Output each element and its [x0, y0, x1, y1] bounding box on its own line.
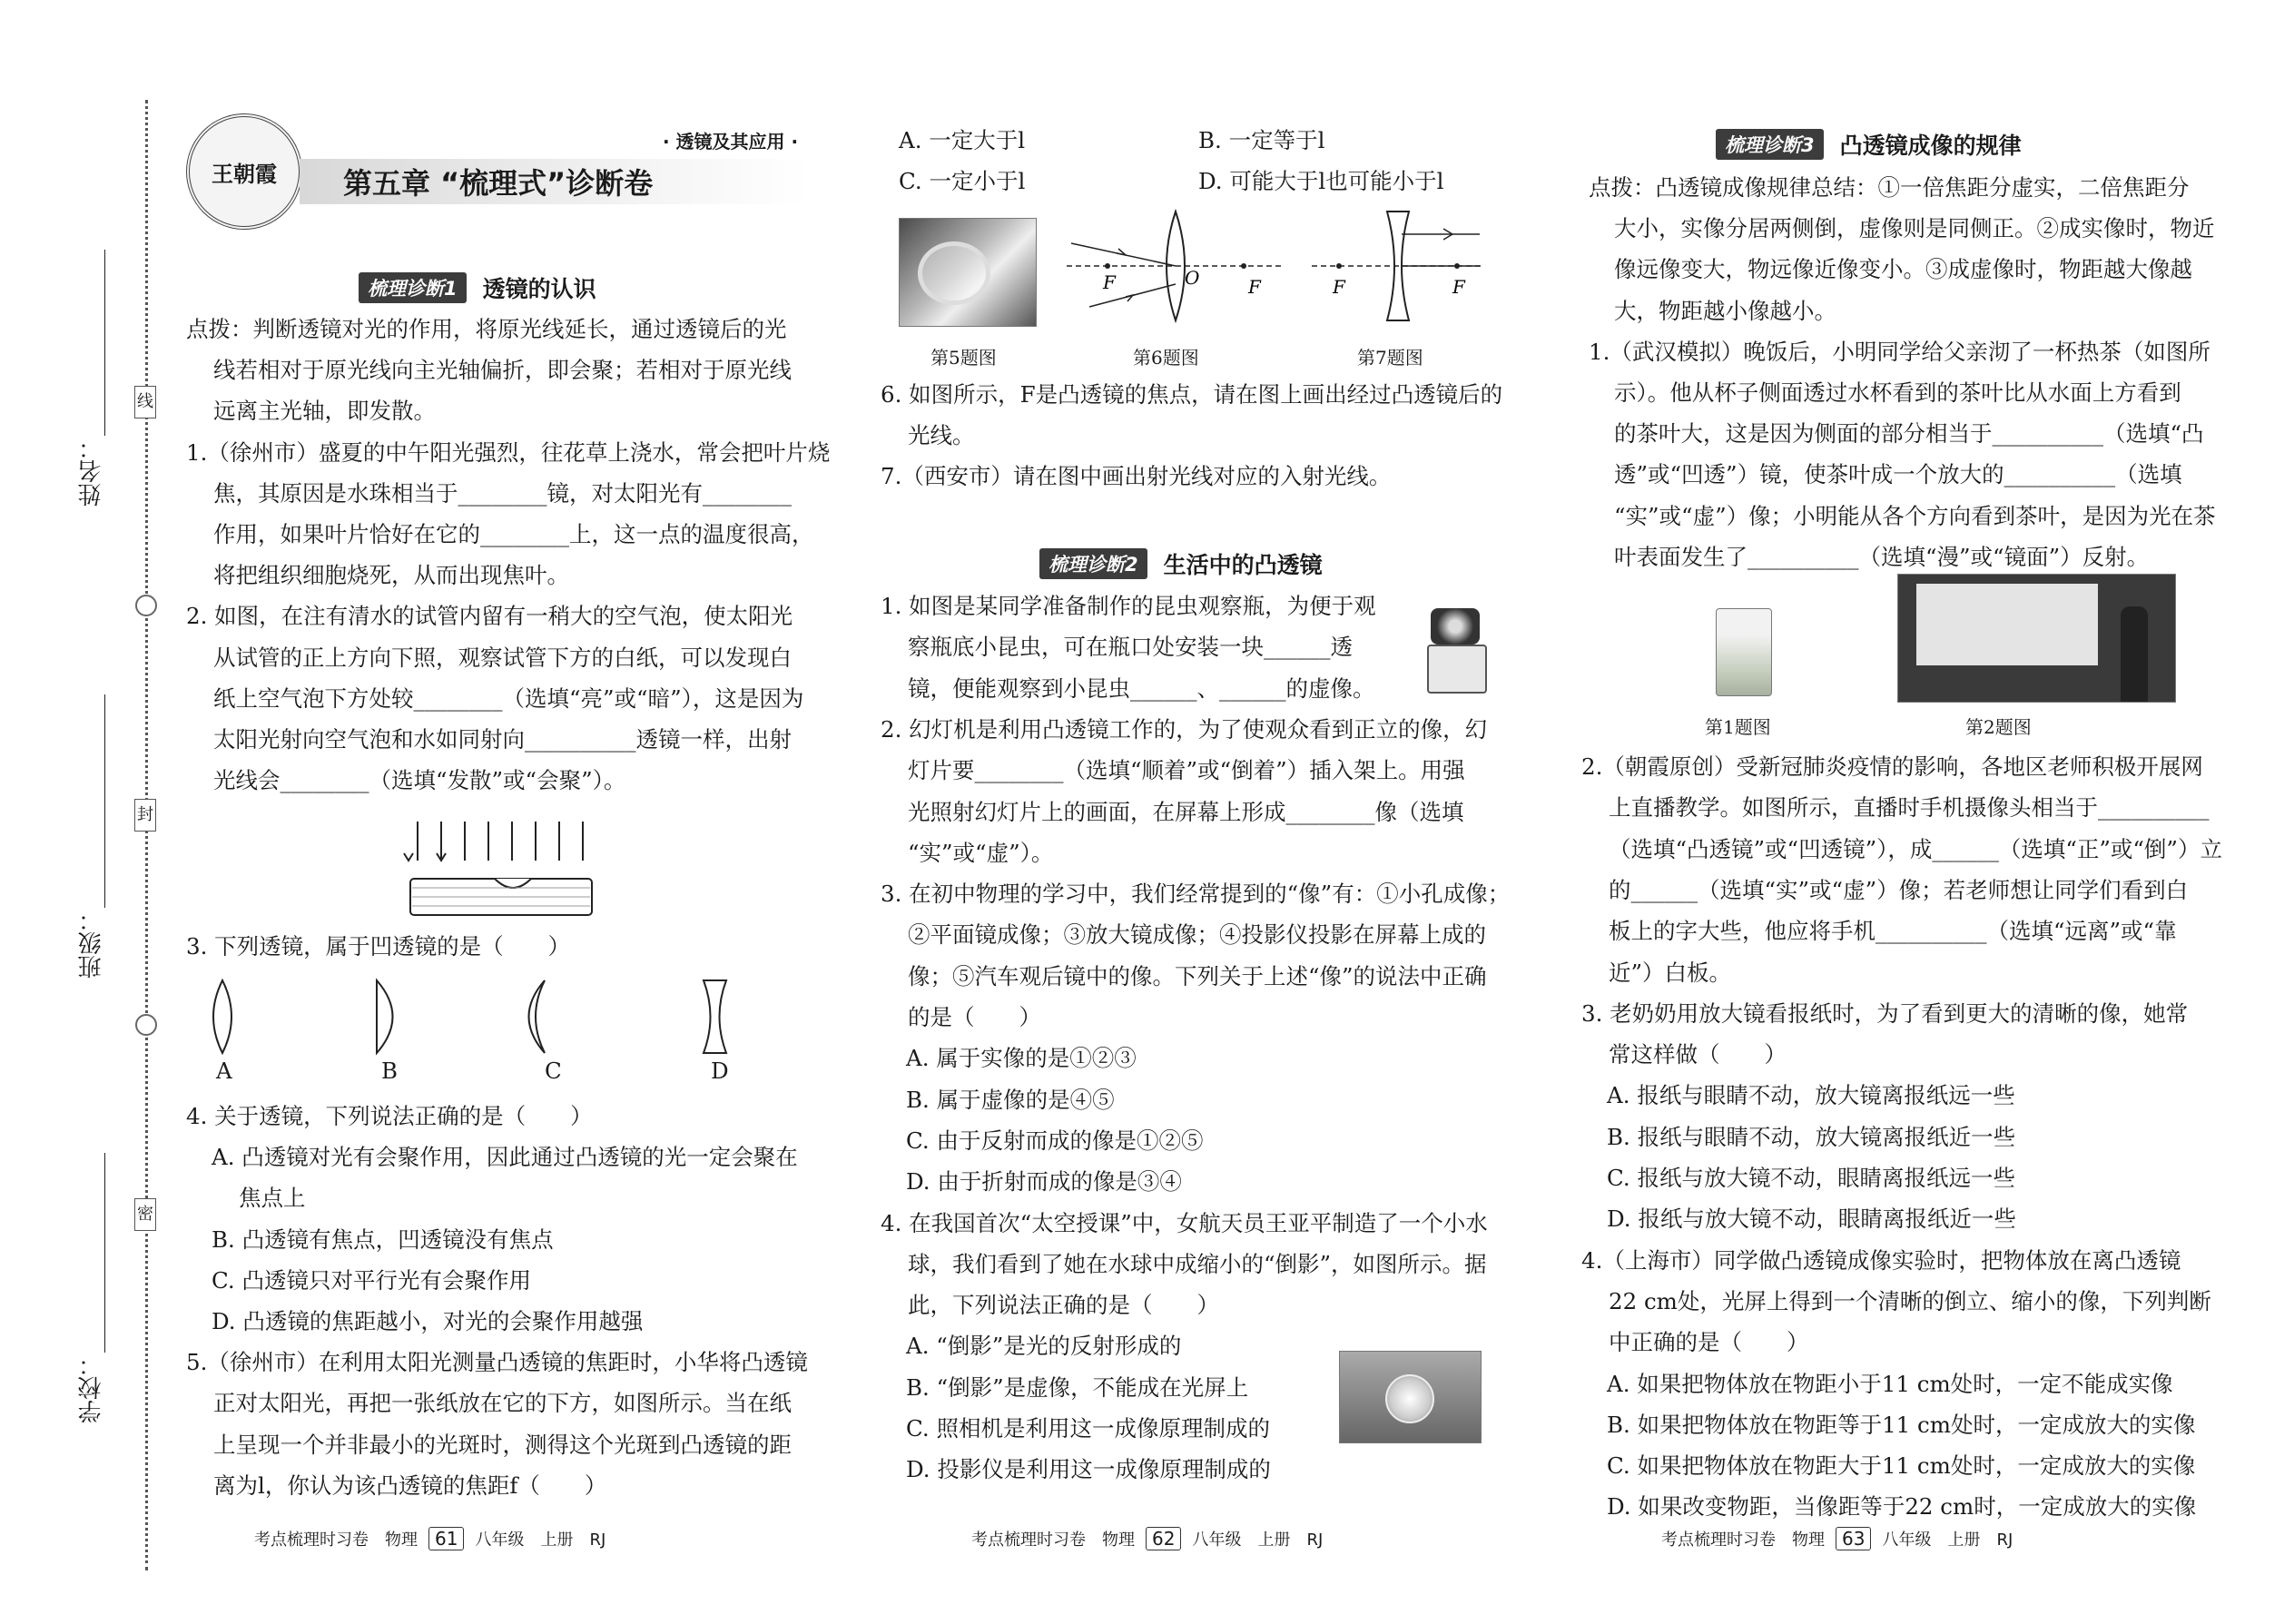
fig6-convex-lens-diagram — [1062, 207, 1289, 325]
footer-left-book: 考点梳理时习卷 物理 — [254, 1530, 418, 1550]
page-number-61: 61 — [428, 1527, 464, 1550]
page-number-63: 63 — [1836, 1527, 1871, 1550]
text-line: B. 凸透镜有焦点，凹透镜没有焦点 — [212, 1225, 554, 1253]
fig7-concave-lens-diagram — [1307, 207, 1489, 325]
section-1-heading — [359, 272, 596, 303]
water-ball-photo — [1339, 1351, 1482, 1443]
footer-right — [1661, 1527, 2013, 1550]
text-line: “实”或“虚”）像；小明能从各个方向看到茶叶，是因为光在茶 — [1614, 502, 2216, 529]
text-line: B. 如果把物体放在物距等于11 cm处时，一定成放大的实像 — [1607, 1411, 2196, 1438]
text-line: 镜，便能观察到小昆虫______、______的虚像。 — [908, 674, 1375, 702]
text-line: 板上的字大些，他应将手机__________（选填“远离”或“靠 — [1609, 918, 2177, 945]
name-underline — [104, 250, 105, 436]
text-line: 作用，如果叶片恰好在它的________上，这一点的温度很高， — [213, 521, 814, 547]
fig5-magnifier — [918, 241, 990, 305]
text-line: 光线。 — [908, 422, 975, 449]
school-label: 学校： — [78, 1353, 105, 1423]
binding-hole-2 — [135, 1014, 157, 1036]
text-line: 像；⑤汽车观后镜中的像。下列关于上述“像”的说法中正确 — [908, 962, 1487, 989]
fig6-label-o: O — [1185, 267, 1200, 289]
text-line: 4. 关于透镜，下列说法正确的是（ ） — [186, 1103, 593, 1129]
lens-label-d: D — [711, 1058, 729, 1084]
fig7-label-f-left: F — [1333, 276, 1345, 298]
text-line: 中正确的是（ ） — [1609, 1329, 1809, 1356]
right-fig1-caption: 第1题图 — [1705, 716, 1771, 738]
section-3-tag: 梳理诊断3 — [1716, 129, 1824, 160]
name-label: 姓名： — [78, 436, 105, 507]
live-class-photo — [1897, 574, 2176, 703]
text-line: 叶表面发生了__________（选填“漫”或“镜面”）反射。 — [1614, 543, 2150, 570]
text-line: 4.（上海市）同学做凸透镜成像实验时，把物体放在离凸透镜 — [1581, 1246, 2181, 1274]
text-line: 纸上空气泡下方处较________（选填“亮”或“暗”），这是因为 — [213, 684, 804, 712]
text-line: 3. 下列透镜，属于凹透镜的是（ ） — [186, 933, 571, 960]
text-line: 焦点上 — [239, 1185, 306, 1212]
text-line: D. 凸透镜的焦距越小，对光的会聚作用越强 — [212, 1308, 644, 1334]
text-line: 点拨：凸透镜成像规律总结：①一倍焦距分虚实，二倍焦距分 — [1589, 174, 2190, 201]
section-1-tag: 梳理诊断1 — [359, 272, 467, 303]
text-line: 大，物距越小像越小。 — [1614, 297, 1836, 324]
text-line: 3. 老奶奶用放大镜看报纸时，为了看到更大的清晰的像，她常 — [1581, 999, 2189, 1027]
text-line: A. 报纸与眼睛不动，放大镜离报纸远一些 — [1607, 1082, 2015, 1109]
text-line: ②平面镜成像；③放大镜成像；④投影仪投影在屏幕上成的 — [908, 921, 1486, 949]
text-line: D. 由于折射而成的像是③④ — [906, 1168, 1182, 1196]
text-line: 光照射幻灯片上的画面，在屏幕上形成________像（选填 — [908, 798, 1464, 825]
chapter-title: 第五章 “梳理式”诊断卷 — [343, 166, 654, 201]
school-underline — [104, 1153, 105, 1353]
text-line: 1.（徐州市）盛夏的中午阳光强烈，往花草上浇水，常会把叶片烧 — [186, 438, 831, 466]
text-line: 的是（ ） — [908, 1004, 1041, 1030]
text-line: 6. 如图所示，F是凸透镜的焦点，请在图上画出经过凸透镜后的 — [881, 381, 1503, 408]
text-line: 示）。他从杯子侧面透过水杯看到的茶叶比从水面上方看到 — [1614, 379, 2181, 406]
section-2-heading — [1039, 548, 1323, 579]
text-line: 光线会________（选填“发散”或“会聚”）。 — [213, 767, 626, 794]
text-line: 像远像变大，物远像近像变小。③成虚像时，物距越大像越 — [1614, 256, 2192, 283]
class-underline — [104, 694, 105, 908]
whiteboard — [1916, 584, 2098, 665]
text-line: 1. 如图是某同学准备制作的昆虫观察瓶，为便于观 — [881, 593, 1376, 619]
text-line: 球，我们看到了她在水球中成缩小的“倒影”，如图所示。据 — [908, 1250, 1487, 1277]
text-line: C. 照相机是利用这一成像原理制成的 — [906, 1415, 1270, 1442]
footer-left-grade: 八年级 上册 RJ — [475, 1530, 606, 1550]
text-line: A. 属于实像的是①②③ — [906, 1045, 1137, 1072]
text-line: C. 如果把物体放在物距大于11 cm处时，一定成放大的实像 — [1607, 1452, 2196, 1480]
text-line: 3. 在初中物理的学习中，我们经常提到的“像”有：①小孔成像； — [881, 881, 1511, 908]
text-line: D. 报纸与放大镜不动，眼睛离报纸近一些 — [1607, 1206, 2016, 1233]
text-line: 近”）白板。 — [1609, 959, 1732, 986]
text-line: 大小，实像分居两侧倒，虚像则是同侧正。②成实像时，物近 — [1614, 215, 2215, 242]
footer-left — [254, 1527, 605, 1550]
text-line: B. 属于虚像的是④⑤ — [906, 1086, 1115, 1113]
text-line: A. “倒影”是光的反射形成的 — [906, 1333, 1182, 1360]
chapter-title-bar — [300, 159, 808, 204]
text-line: 5.（徐州市）在利用太阳光测量凸透镜的焦距时，小华将凸透镜 — [186, 1349, 808, 1376]
text-line: B. 报纸与眼睛不动，放大镜离报纸近一些 — [1607, 1123, 2016, 1150]
text-line: D. 投影仪是利用这一成像原理制成的 — [906, 1456, 1271, 1483]
text-line: C. 由于反射而成的像是①②⑤ — [906, 1127, 1204, 1154]
text-line: 正对太阳光，再把一张纸放在它的下方，如图所示。当在纸 — [213, 1390, 792, 1417]
text-line: 将把组织细胞烧死，从而出现焦叶。 — [213, 562, 569, 589]
text-line: 灯片要________（选填“顺着”或“倒着”）插入架上。用强 — [908, 757, 1465, 784]
lens-c-meniscus — [529, 980, 546, 1053]
section-1-title: 透镜的认识 — [482, 276, 596, 302]
lens-label-b: B — [381, 1058, 399, 1084]
binding-hole-1 — [135, 595, 157, 616]
test-tube-figure — [399, 817, 608, 926]
section-3-title: 凸透镜成像的规律 — [1839, 133, 2022, 159]
footer-middle-grade: 八年级 上册 RJ — [1192, 1530, 1324, 1550]
footer-middle — [971, 1527, 1323, 1550]
text-line: 22 cm处，光屏上得到一个清晰的倒立、缩小的像，下列判断 — [1609, 1287, 2211, 1314]
fig6-label-f-left: F — [1103, 271, 1116, 293]
water-ball — [1385, 1374, 1434, 1423]
text-line: 的茶叶大，这是因为侧面的部分相当于__________（选填“凸 — [1614, 420, 2204, 448]
right-fig2-caption: 第2题图 — [1965, 716, 2032, 738]
footer-right-grade: 八年级 上册 RJ — [1882, 1530, 2013, 1550]
seal-mark-line: 线 — [134, 386, 156, 418]
q5-option-a: A. 一定大于l — [899, 127, 1026, 153]
text-line: A. 凸透镜对光有会聚作用，因此通过凸透镜的光一定会聚在 — [212, 1144, 798, 1171]
text-line: 4. 在我国首次“太空授课”中，女航天员王亚平制造了一个小水 — [881, 1209, 1488, 1236]
text-line: 线若相对于原光线向主光轴偏折，即会聚；若相对于原光线 — [213, 357, 792, 384]
text-line: A. 如果把物体放在物距小于11 cm处时，一定不能成实像 — [1607, 1370, 2173, 1397]
section-2-tag: 梳理诊断2 — [1039, 548, 1147, 579]
lens-a-biconvex — [213, 980, 231, 1053]
brand-logo — [186, 113, 302, 230]
text-line: 2. 如图，在注有清水的试管内留有一稍大的空气泡，使太阳光 — [186, 603, 793, 630]
q5-option-d: D. 可能大于l也可能小于l — [1198, 168, 1444, 194]
subject-tag: · 透镜及其应用 · — [663, 131, 799, 153]
text-line: 上呈现一个并非最小的光斑时，测得这个光斑到凸透镜的距 — [213, 1431, 792, 1458]
class-label: 班级： — [78, 908, 105, 979]
text-line: 点拨：判断透镜对光的作用，将原光线延长，通过透镜后的光 — [186, 316, 787, 342]
text-line: 察瓶底小昆虫，可在瓶口处安装一块______透 — [908, 634, 1353, 661]
text-line: 透”或“凹透”）镜，使茶叶成一个放大的__________（选填 — [1614, 461, 2182, 488]
lens-options-figure — [195, 976, 758, 1058]
fig5-caption: 第5题图 — [930, 347, 997, 369]
lens-label-c: C — [545, 1058, 562, 1084]
text-line: 太阳光射向空气泡和水如同射向__________透镜一样，出射 — [213, 726, 792, 753]
text-line: （选填“凸透镜”或“凹透镜”），成______（选填“正”或“倒”）立 — [1609, 835, 2222, 862]
text-line: 的______（选填“实”或“虚”）像；若老师想让同学们看到白 — [1609, 876, 2189, 903]
teacher — [2121, 606, 2148, 702]
insect-jar-body — [1427, 645, 1487, 694]
lens-d-biconcave — [704, 980, 726, 1053]
brand-logo-text: 王朝霞 — [212, 160, 277, 187]
text-line: “实”或“虚”）。 — [908, 839, 1054, 866]
text-line: 2.（朝霞原创）受新冠肺炎疫情的影响，各地区老师积极开展网 — [1581, 753, 2203, 780]
seal-mark-seal: 封 — [134, 799, 156, 832]
section-3-heading — [1716, 129, 2022, 160]
lens-label-a: A — [216, 1058, 232, 1084]
insect-jar-lid — [1431, 608, 1480, 645]
text-line: 常这样做（ ） — [1609, 1041, 1787, 1068]
binding-dotted-line — [145, 100, 148, 1570]
tea-cup-photo — [1716, 608, 1772, 696]
text-line: 1.（武汉模拟）晚饭后，小明同学给父亲沏了一杯热茶（如图所 — [1589, 338, 2210, 365]
footer-middle-book: 考点梳理时习卷 物理 — [971, 1530, 1135, 1550]
text-line: 2. 幻灯机是利用凸透镜工作的，为了使观众看到正立的像，幻 — [881, 715, 1488, 743]
fig7-caption: 第7题图 — [1357, 347, 1423, 369]
q5-option-c: C. 一定小于l — [899, 168, 1026, 194]
text-line: 上直播教学。如图所示，直播时手机摄像头相当于__________ — [1609, 794, 2210, 822]
section-2-title: 生活中的凸透镜 — [1163, 552, 1323, 578]
fig5-photo — [899, 218, 1037, 327]
seal-mark-secret: 密 — [134, 1198, 156, 1231]
insect-jar-photo — [1423, 608, 1487, 694]
fig6-label-f-right: F — [1248, 276, 1261, 298]
text-line: 离为l，你认为该凸透镜的焦距f（ ） — [213, 1471, 607, 1499]
text-line: 此，下列说法正确的是（ ） — [908, 1292, 1219, 1319]
text-line: 7.（西安市）请在图中画出射光线对应的入射光线。 — [881, 463, 1392, 490]
fig6-caption: 第6题图 — [1133, 347, 1199, 369]
text-line: C. 报纸与放大镜不动，眼睛离报纸远一些 — [1607, 1165, 2015, 1191]
text-line: D. 如果改变物距，当像距等于22 cm时，一定成放大的实像 — [1607, 1493, 2197, 1521]
lens-b-planoconvex — [377, 980, 393, 1053]
text-line: B. “倒影”是虚像，不能成在光屏上 — [906, 1373, 1249, 1401]
text-line: 焦，其原因是水珠相当于________镜，对太阳光有________ — [213, 479, 792, 507]
text-line: 从试管的正上方向下照，观察试管下方的白纸，可以发现白 — [213, 644, 792, 671]
q5-option-b: B. 一定等于l — [1198, 127, 1325, 153]
text-line: C. 凸透镜只对平行光有会聚作用 — [212, 1266, 531, 1294]
footer-right-book: 考点梳理时习卷 物理 — [1661, 1530, 1825, 1550]
fig7-label-f-right: F — [1452, 276, 1465, 298]
text-line: 远离主光轴，即发散。 — [213, 398, 436, 425]
page-number-62: 62 — [1146, 1527, 1181, 1550]
